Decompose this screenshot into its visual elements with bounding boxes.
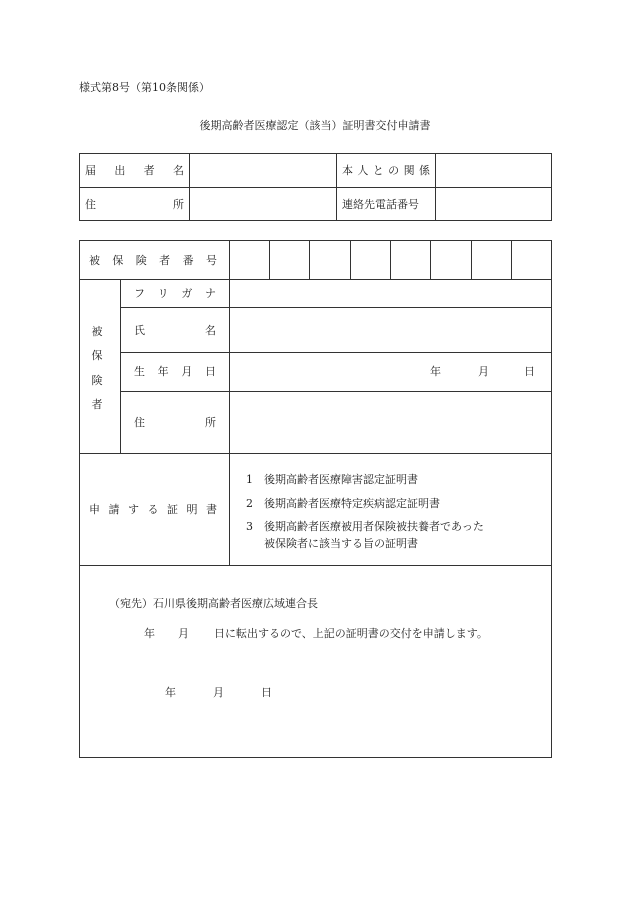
certificate-option-number: 3 [246, 520, 253, 533]
certificate-option-3-line2: 被保険者に該当する旨の証明書 [264, 537, 418, 550]
move-month-unit: 月 [178, 627, 189, 640]
certificate-option-number: 2 [246, 497, 253, 510]
furigana-label: フ リ ガ ナ [134, 287, 216, 300]
certificate-option-3[interactable]: 後期高齢者医療被用者保険被扶養者であった [264, 520, 484, 533]
birth-day-unit: 日 [524, 365, 535, 378]
insured-side-label: 被 保 険 者 [91, 325, 103, 411]
certificate-label: 申 請 す る 証 明 書 [89, 503, 217, 516]
addressee: （宛先）石川県後期高齢者医療広域連合長 [109, 597, 318, 610]
form-title: 後期高齢者医療認定（該当）証明書交付申請書 [199, 119, 431, 132]
relation-label: 本 人 と の 関 係 [342, 164, 430, 177]
insured-address-label: 住 所 [134, 416, 216, 429]
birth-month-unit: 月 [478, 365, 489, 378]
phone-label: 連絡先電話番号 [342, 198, 419, 211]
insured-name-label: 氏 名 [134, 324, 216, 337]
birth-year-unit: 年 [430, 365, 441, 378]
insured-number-label: 被 保 険 者 番 号 [89, 254, 217, 267]
form-number: 様式第8号（第10条関係） [79, 81, 210, 94]
date-day-unit: 日 [261, 686, 272, 699]
date-year-unit: 年 [165, 686, 176, 699]
certificate-option-1[interactable]: 後期高齢者医療障害認定証明書 [264, 473, 418, 486]
certificate-option-2[interactable]: 後期高齢者医療特定疾病認定証明書 [264, 497, 440, 510]
move-year-unit: 年 [144, 627, 155, 640]
applicant-address-label: 住 所 [85, 198, 184, 211]
date-month-unit: 月 [213, 686, 224, 699]
certificate-option-number: 1 [246, 473, 253, 486]
move-statement: 日に転出するので、上記の証明書の交付を申請します。 [214, 627, 488, 640]
applicant-name-label: 届 出 者 名 [85, 164, 184, 177]
birth-date-label: 生 年 月 日 [134, 365, 216, 378]
